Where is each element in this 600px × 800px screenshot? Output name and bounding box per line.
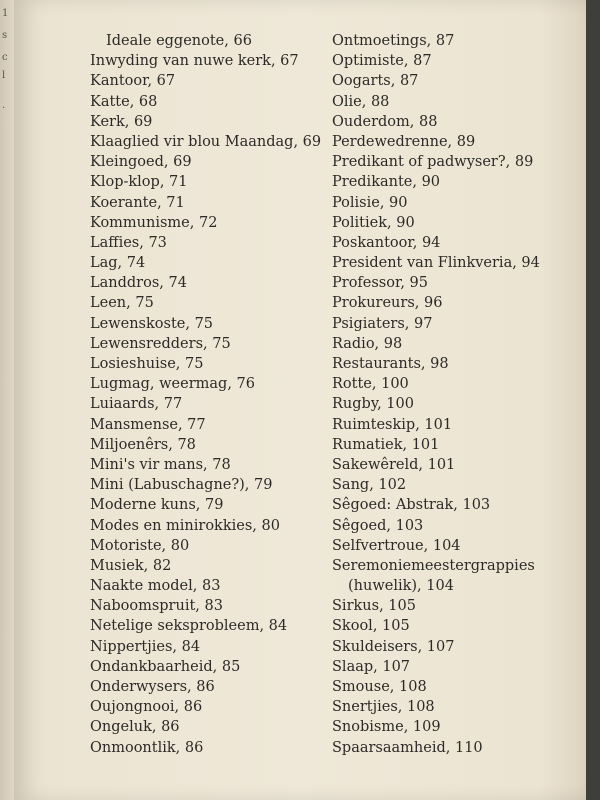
index-entry: Spaarsaamheid, 110 [332, 739, 483, 756]
index-entry: Rugby, 100 [332, 396, 414, 413]
index-entry: Kerk, 69 [90, 113, 153, 130]
index-entry: Predikant of padwyser?, 89 [332, 154, 534, 171]
index-entry: Lag, 74 [90, 255, 146, 272]
index-entry: Leen, 75 [90, 295, 154, 312]
index-entry: Netelige seksprobleem, 84 [90, 618, 288, 635]
index-entry: Politiek, 90 [332, 214, 415, 231]
index-entry: President van Flinkveria, 94 [332, 255, 540, 272]
index-entry: Restaurants, 98 [332, 356, 449, 372]
book-page [14, 0, 586, 800]
index-entry: Rumatiek, 101 [332, 436, 440, 453]
index-entry: Sêgoed: Abstrak, 103 [332, 497, 491, 514]
index-entry: Smouse, 108 [332, 679, 427, 695]
index-entry: Psigiaters, 97 [332, 315, 433, 332]
index-entry: Sakewêreld, 101 [332, 456, 456, 473]
index-entry: Klaaglied vir blou Maandag, 69 [90, 133, 322, 150]
index-entry: Oujongnooi, 86 [90, 699, 203, 716]
index-entry: Snertjies, 108 [332, 699, 435, 716]
previous-page-edge: 1 s c l . [0, 0, 14, 800]
index-entry: Radio, 98 [332, 335, 403, 352]
index-entry: Lewenskoste, 75 [90, 315, 214, 332]
index-entry: Lugmag, weermag, 76 [90, 376, 255, 393]
index-entry: Olie, 88 [332, 93, 390, 110]
index-entry: Modes en minirokkies, 80 [90, 517, 280, 534]
index-entry: Moderne kuns, 79 [90, 497, 224, 514]
index-entry: Ontmoetings, 87 [332, 33, 455, 49]
index-entry: Landdros, 74 [90, 275, 187, 292]
index-entry: Mansmense, 77 [90, 416, 206, 433]
index-entry: Snobisme, 109 [332, 719, 441, 736]
index-entry: Musiek, 82 [90, 557, 172, 574]
index-entry: Rotte, 100 [332, 376, 409, 393]
index-entry: Skuldeisers, 107 [332, 638, 455, 655]
index-entry: Naboomspruit, 83 [90, 598, 223, 615]
index-entry: Prokureurs, 96 [332, 295, 443, 312]
index-entry: Miljoenêrs, 78 [90, 436, 196, 453]
index-entry: Kommunisme, 72 [90, 214, 218, 231]
index-entry: Ouderdom, 88 [332, 113, 438, 130]
index-entry: Kleingoed, 69 [90, 154, 192, 171]
index-entry: Laffies, 73 [90, 234, 167, 251]
index-entry: Motoriste, 80 [90, 537, 190, 554]
index-entry: Katte, 68 [90, 93, 158, 110]
index-entry: Professor, 95 [332, 275, 428, 292]
index-entry: Mini's vir mans, 78 [90, 456, 231, 473]
index-entry: Seremoniemeestergrappies [332, 557, 535, 574]
index-entry: Poskantoor, 94 [332, 234, 441, 251]
index-entry: Slaap, 107 [332, 658, 411, 675]
index-entry: Sang, 102 [332, 477, 407, 494]
index-column-left [90, 31, 321, 758]
index-entry: Sirkus, 105 [332, 598, 416, 615]
index-entry: Losieshuise, 75 [90, 356, 204, 372]
index-entry: Skool, 105 [332, 618, 410, 635]
index-column-right [332, 31, 540, 758]
index-entry: Kantoor, 67 [90, 73, 176, 90]
index-entry: Inwyding van nuwe kerk, 67 [90, 53, 299, 70]
index-entry: Oogarts, 87 [332, 73, 419, 90]
index-entry: Ideale eggenote, 66 [106, 33, 252, 49]
index-entry: Koerante, 71 [90, 194, 185, 211]
index-entry: Klop-klop, 71 [90, 174, 188, 191]
index-entry: Predikante, 90 [332, 174, 441, 191]
index-entry: Luiaards, 77 [90, 396, 183, 413]
index-entry: Sêgoed, 103 [332, 517, 424, 534]
index-entry: Ondankbaarheid, 85 [90, 658, 241, 675]
index-entry: Onmoontlik, 86 [90, 739, 204, 756]
index-entry: Optimiste, 87 [332, 53, 432, 70]
index-entry: Nippertjies, 84 [90, 638, 201, 655]
index-entry: Lewensredders, 75 [90, 335, 231, 352]
index-entry: Selfvertroue, 104 [332, 537, 461, 554]
index-entry: Polisie, 90 [332, 194, 408, 211]
index-entry: Perdewedrenne, 89 [332, 133, 476, 150]
index-entry: Onderwysers, 86 [90, 679, 215, 695]
index-entry: Mini (Labuschagne?), 79 [90, 477, 273, 494]
index-entry: Naakte model, 83 [90, 578, 221, 595]
index-entry: Ruimteskip, 101 [332, 416, 453, 433]
index-entry: (huwelik), 104 [348, 578, 454, 595]
index-entry: Ongeluk, 86 [90, 719, 180, 736]
